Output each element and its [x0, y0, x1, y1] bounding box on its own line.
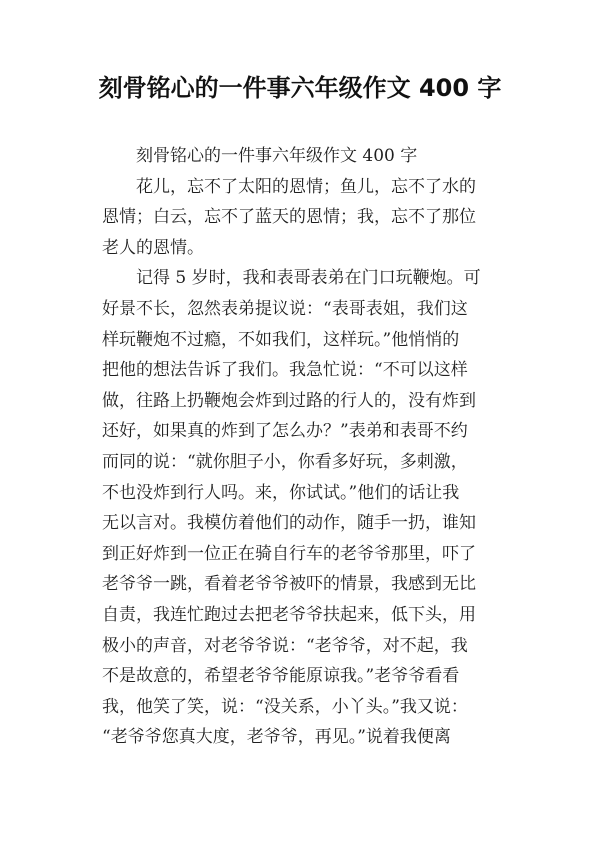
paragraph-line: 恩情；白云，忘不了蓝天的恩情；我，忘不了那位 [102, 207, 476, 228]
paragraph-line: “老爷爷您真大度，老爷爷，再见。”说着我便离 [102, 727, 451, 748]
paragraph-line: 不也没炸到行人吗。来，你试试。”他们的话让我 [102, 482, 460, 503]
paragraph-line: 花儿，忘不了太阳的恩情；鱼儿，忘不了水的 [136, 176, 476, 197]
paragraph-1 [102, 172, 502, 264]
paragraph-line: 把他的想法告诉了我们。我急忙说：“不可以这样 [102, 360, 468, 381]
paragraph-line: 老爷爷一跳，看着老爷爷被吓的情景，我感到无比 [102, 574, 476, 595]
document-subtitle: 刻骨铭心的一件事六年级作文 400 字 [136, 146, 418, 166]
paragraph-line: 样玩鞭炮不过瘾，不如我们，这样玩。”他悄悄的 [102, 329, 460, 350]
document-title: 刻骨铭心的一件事六年级作文 400 字 [98, 74, 502, 102]
paragraph-line: 到正好炸到一位正在骑自行车的老爷爷那里，吓了 [102, 543, 476, 564]
paragraph-line: 做，往路上扔鞭炮会炸到过路的行人的，没有炸到 [102, 390, 476, 411]
paragraph-line: 记得 5 岁时，我和表哥表弟在门口玩鞭炮。可 [136, 268, 481, 289]
paragraph-line: 好景不长，忽然表弟提议说：“表哥表姐，我们这 [102, 298, 468, 319]
paragraph-2 [102, 263, 502, 753]
paragraph-line: 极小的声音，对老爷爷说：“老爷爷，对不起，我 [102, 635, 468, 656]
paragraph-line: 无以言对。我模仿着他们的动作，随手一扔，谁知 [102, 513, 476, 534]
paragraph-line: 还好，如果真的炸到了怎么办？”表弟和表哥不约 [102, 421, 468, 442]
paragraph-line: 不是故意的，希望老爷爷能原谅我。”老爷爷看看 [102, 666, 460, 687]
paragraph-line: 我，他笑了笑，说：“没关系，小丫头。”我又说： [102, 696, 468, 717]
paragraph-line: 自责，我连忙跑过去把老爷爷扶起来，低下头，用 [102, 604, 476, 625]
paragraph-line: 老人的恩情。 [102, 237, 204, 258]
document-body [102, 141, 502, 753]
paragraph-line: 而同的说：“就你胆子小，你看多好玩，多刺激， [102, 451, 468, 472]
